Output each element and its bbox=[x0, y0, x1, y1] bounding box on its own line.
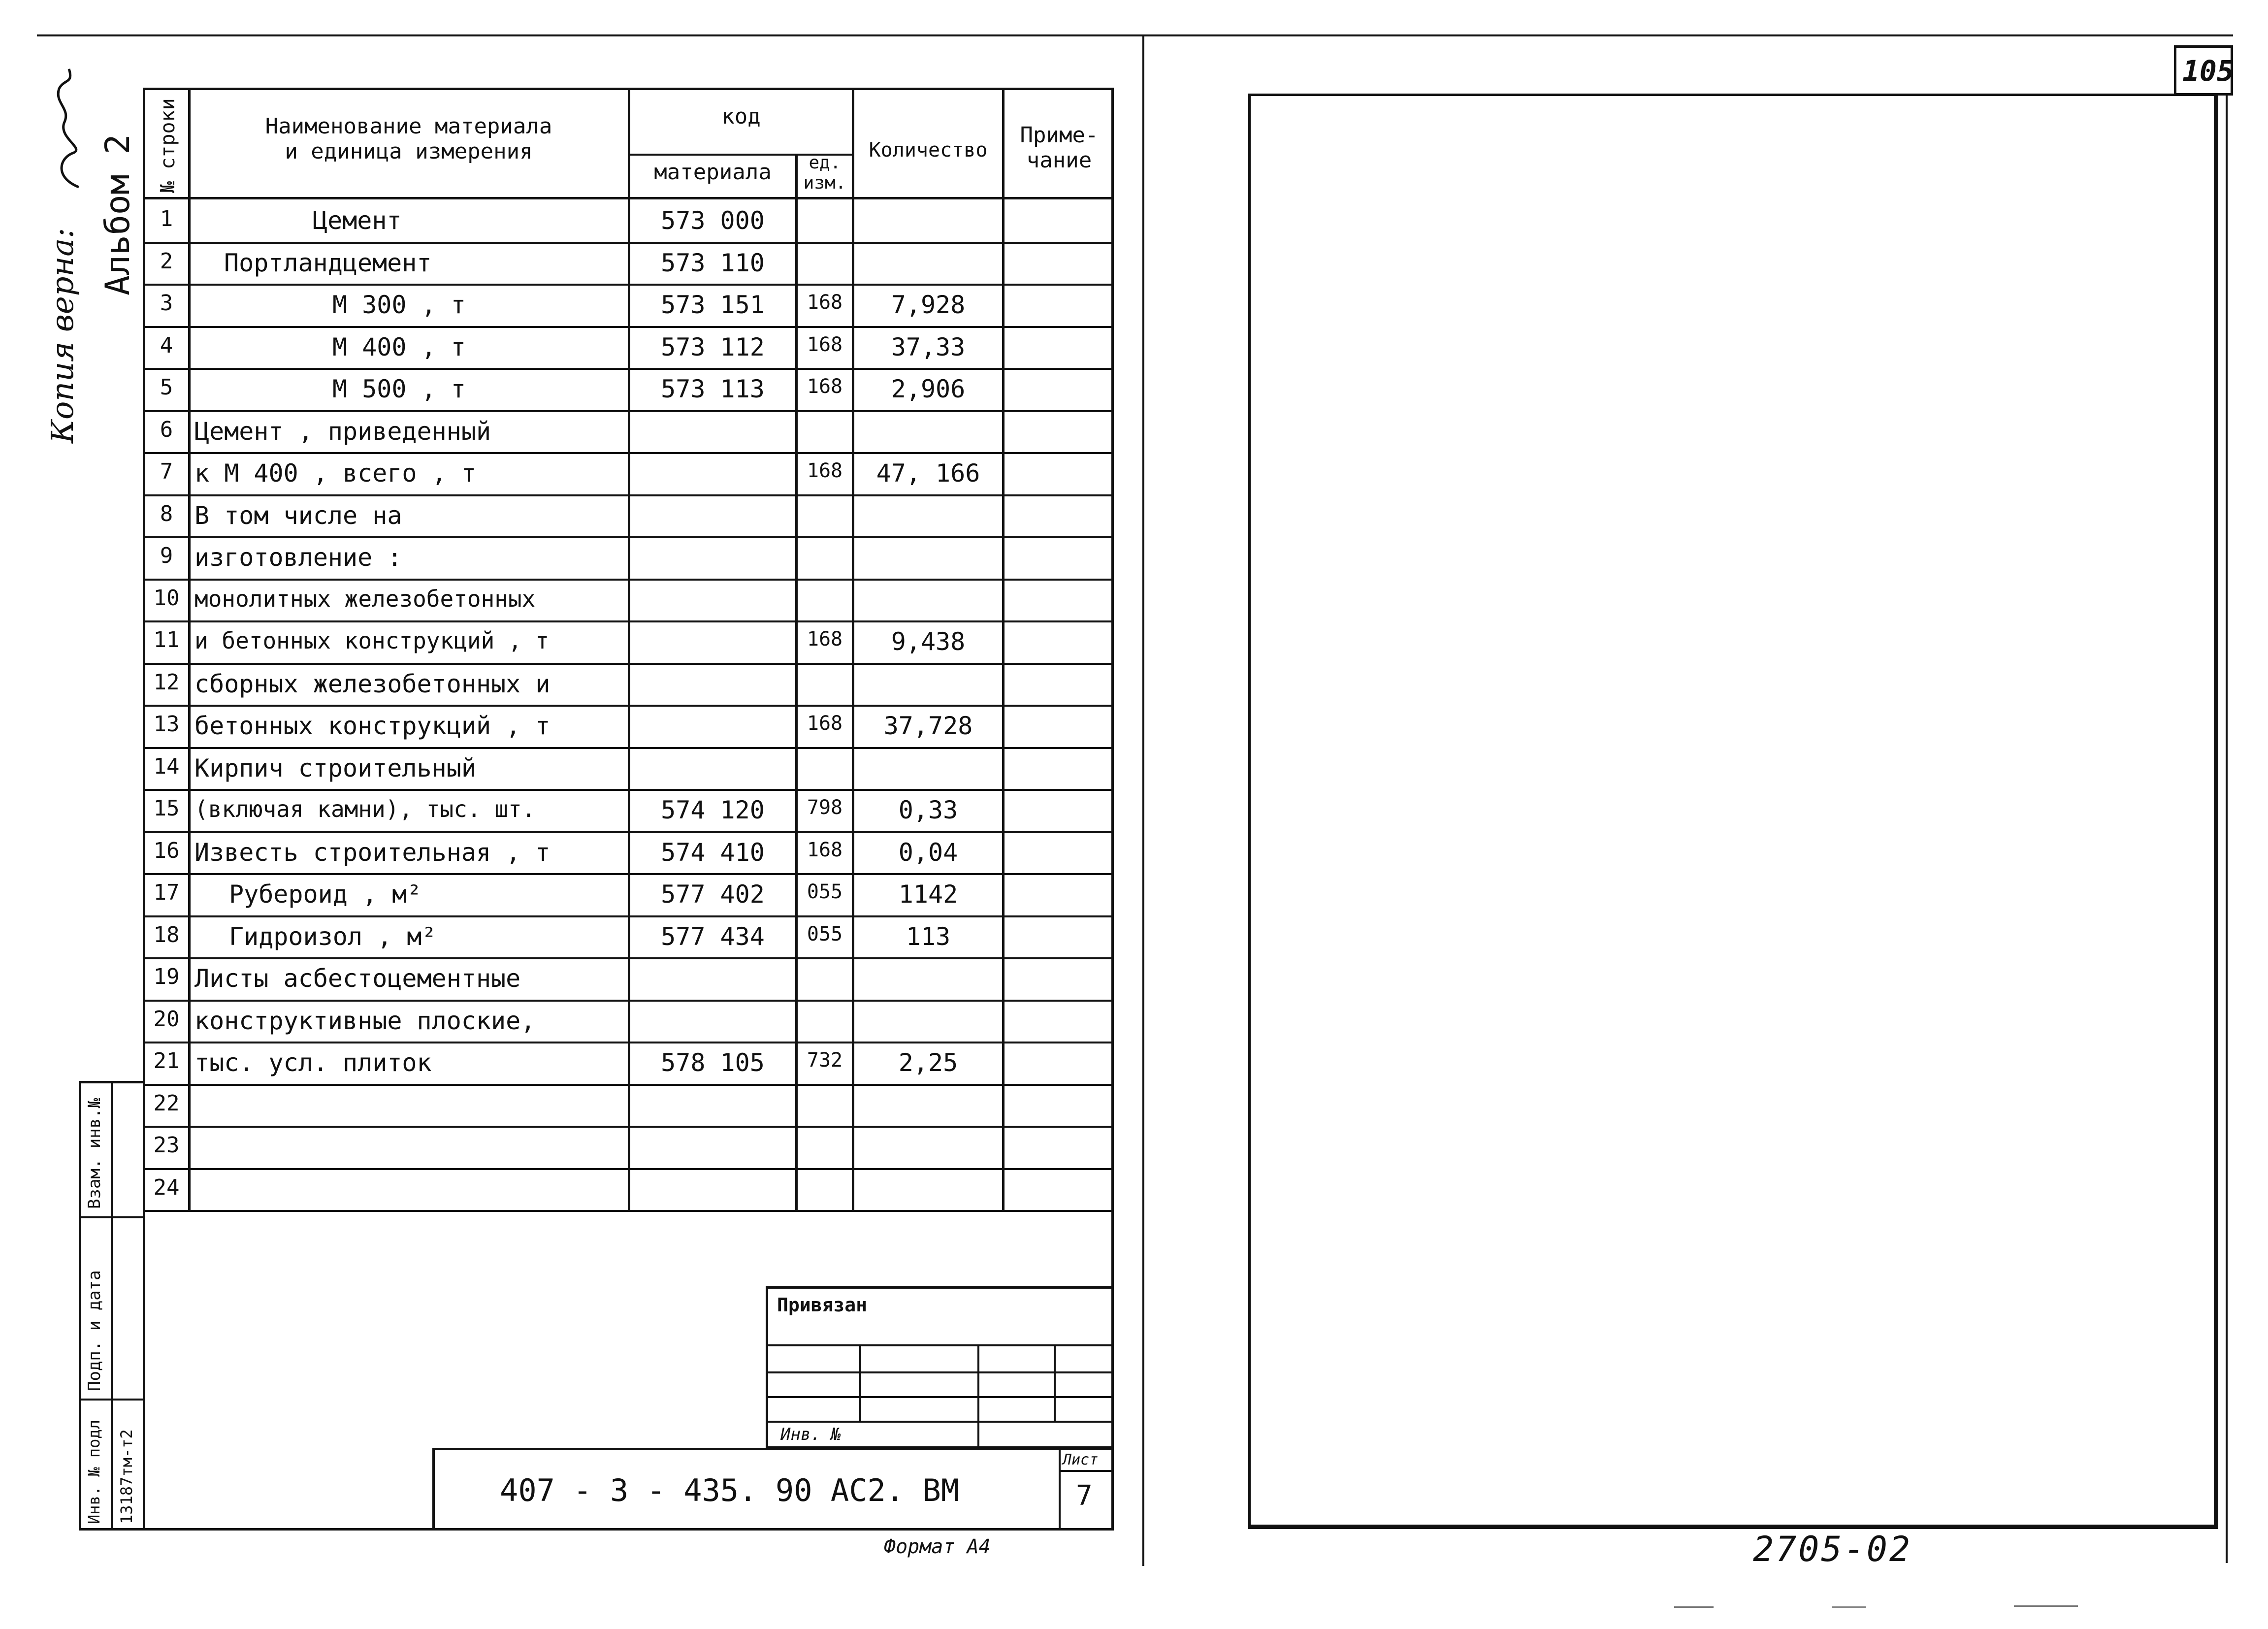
row-line bbox=[143, 831, 1114, 833]
row-line bbox=[143, 747, 1114, 749]
row-line bbox=[143, 915, 1114, 917]
side-inv-orig: Инв. № подл bbox=[85, 1420, 103, 1524]
row-quantity: 7,928 bbox=[891, 291, 966, 319]
row-number: 15 bbox=[153, 796, 180, 821]
row-line bbox=[143, 452, 1114, 454]
side-stamp-line-2 bbox=[79, 1399, 145, 1401]
bound-line-1 bbox=[766, 1344, 1114, 1346]
page-divider bbox=[1142, 34, 1144, 1566]
row-name: М 500 , т bbox=[332, 375, 466, 403]
row-unit: 798 bbox=[807, 796, 843, 819]
row-line bbox=[143, 284, 1114, 286]
row-code: 577 434 bbox=[661, 922, 765, 951]
format-label: Формат А4 bbox=[884, 1535, 991, 1558]
row-code: 573 151 bbox=[661, 291, 765, 319]
bound-label: Привязан bbox=[777, 1294, 868, 1316]
row-line bbox=[143, 368, 1114, 370]
bound-vline-3 bbox=[1054, 1344, 1056, 1421]
row-code: 573 110 bbox=[661, 249, 765, 277]
row-name: Цемент , приведенный bbox=[194, 417, 491, 446]
row-line bbox=[143, 410, 1114, 412]
designation: 407 - 3 - 435. 90 АС2. ВМ bbox=[500, 1472, 960, 1508]
row-line bbox=[143, 1084, 1114, 1086]
row-name: В том числе на bbox=[194, 501, 402, 530]
row-name: Листы асбестоцементные bbox=[194, 964, 521, 993]
row-unit: 168 bbox=[807, 375, 843, 398]
row-unit: 055 bbox=[807, 880, 843, 903]
row-number: 16 bbox=[153, 838, 180, 863]
row-number: 17 bbox=[153, 880, 180, 905]
signature-mark bbox=[44, 64, 89, 192]
row-number: 18 bbox=[153, 922, 180, 947]
header-note: Приме- чание bbox=[1020, 123, 1099, 173]
row-unit: 168 bbox=[807, 333, 843, 356]
row-name: монолитных железобетонных bbox=[194, 586, 536, 612]
row-quantity: 2,25 bbox=[898, 1048, 958, 1077]
row-code: 577 402 bbox=[661, 880, 765, 909]
side-inv-replace: Взам. инв.№ bbox=[85, 1098, 104, 1209]
row-name: Гидроизол , м² bbox=[229, 922, 437, 951]
right-sheet-frame bbox=[1248, 94, 2218, 1529]
row-number: 21 bbox=[153, 1048, 180, 1074]
row-quantity: 0,04 bbox=[898, 838, 958, 867]
row-number: 19 bbox=[153, 964, 180, 989]
row-line bbox=[143, 579, 1114, 581]
bound-vline-2 bbox=[977, 1344, 979, 1448]
row-unit: 168 bbox=[807, 712, 843, 735]
row-line bbox=[143, 1126, 1114, 1128]
header-row-no: № строки bbox=[157, 98, 179, 193]
row-number: 7 bbox=[160, 459, 173, 484]
row-quantity: 0,33 bbox=[898, 796, 958, 824]
row-number: 14 bbox=[153, 754, 180, 779]
bound-line-2 bbox=[766, 1371, 1114, 1373]
row-line bbox=[143, 1000, 1114, 1002]
row-number: 1 bbox=[160, 206, 173, 231]
row-number: 9 bbox=[160, 543, 173, 568]
side-stamp-line-1 bbox=[79, 1216, 145, 1218]
page-number: 105 bbox=[2182, 54, 2234, 88]
row-name: тыс. усл. плиток bbox=[194, 1048, 432, 1077]
row-quantity: 37,728 bbox=[883, 712, 973, 740]
row-name: Цемент bbox=[313, 206, 402, 235]
sheet-label: Лист bbox=[1063, 1451, 1099, 1468]
album-label: Альбом 2 bbox=[98, 134, 137, 295]
row-line bbox=[143, 663, 1114, 665]
header-code-unit: ед. изм. bbox=[803, 153, 846, 194]
row-line bbox=[143, 789, 1114, 791]
row-name: конструктивные плоские, bbox=[194, 1007, 536, 1035]
row-number: 12 bbox=[153, 670, 180, 695]
right-sheet-number: 2705-02 bbox=[1753, 1529, 1912, 1569]
row-unit: 732 bbox=[807, 1049, 843, 1072]
header-code: код bbox=[721, 104, 761, 129]
row-code: 574 120 bbox=[661, 796, 765, 824]
row-unit: 168 bbox=[807, 459, 843, 482]
row-number: 23 bbox=[153, 1133, 180, 1158]
row-number: 11 bbox=[153, 627, 180, 652]
row-code: 573 113 bbox=[661, 375, 765, 403]
scan-mark-2 bbox=[1832, 1606, 1866, 1608]
row-quantity: 1142 bbox=[898, 880, 958, 909]
inv-label: Инв. № bbox=[780, 1425, 841, 1444]
row-code: 573 112 bbox=[661, 333, 765, 361]
side-sign-date: Подп. и дата bbox=[85, 1270, 104, 1391]
row-quantity: 9,438 bbox=[891, 627, 966, 656]
row-number: 24 bbox=[153, 1175, 180, 1200]
row-name: М 400 , т bbox=[332, 333, 466, 361]
row-number: 20 bbox=[153, 1007, 180, 1032]
row-number: 22 bbox=[153, 1091, 180, 1116]
row-quantity: 113 bbox=[906, 922, 951, 951]
row-number: 10 bbox=[153, 586, 180, 611]
row-line bbox=[143, 494, 1114, 496]
copy-note: Копия верна: bbox=[44, 228, 80, 443]
row-line bbox=[143, 620, 1114, 622]
row-line bbox=[143, 1168, 1114, 1170]
row-unit: 055 bbox=[807, 923, 843, 945]
row-name: Известь строительная , т bbox=[194, 838, 551, 867]
row-name: сборных железобетонных и bbox=[194, 670, 551, 698]
row-code: 573 000 bbox=[661, 206, 765, 235]
row-quantity: 37,33 bbox=[891, 333, 966, 361]
row-line bbox=[143, 957, 1114, 959]
row-line bbox=[143, 873, 1114, 875]
right-edge-line bbox=[2226, 96, 2228, 1563]
row-number: 3 bbox=[160, 291, 173, 316]
header-bottom bbox=[143, 197, 1114, 199]
header-name: Наименование материала и единица измерения bbox=[265, 114, 552, 164]
row-quantity: 2,906 bbox=[891, 375, 966, 403]
row-name: бетонных конструкций , т bbox=[194, 712, 551, 740]
bound-line-4 bbox=[766, 1421, 1114, 1423]
row-code: 578 105 bbox=[661, 1048, 765, 1077]
row-name: и бетонных конструкций , т bbox=[194, 627, 550, 654]
row-name: к М 400 , всего , т bbox=[194, 459, 476, 488]
row-quantity: 47, 166 bbox=[876, 459, 980, 488]
side-inv-orig-value: 13187тм-т2 bbox=[117, 1429, 136, 1524]
row-unit: 168 bbox=[807, 628, 843, 651]
row-name: Портландцемент bbox=[224, 249, 432, 277]
header-code-material: материала bbox=[654, 160, 772, 185]
row-code: 574 410 bbox=[661, 838, 765, 867]
sheet-number: 7 bbox=[1076, 1480, 1093, 1512]
sheet-label-line bbox=[1059, 1470, 1114, 1472]
row-line bbox=[143, 1210, 1114, 1212]
scan-mark-3 bbox=[2014, 1605, 2078, 1607]
row-number: 2 bbox=[160, 249, 173, 274]
row-name: Рубероид , м² bbox=[229, 880, 422, 909]
row-number: 6 bbox=[160, 417, 173, 442]
header-quantity: Количество bbox=[869, 139, 988, 162]
row-line bbox=[143, 1042, 1114, 1043]
row-line bbox=[143, 536, 1114, 538]
bound-vline-1 bbox=[859, 1344, 861, 1421]
row-unit: 168 bbox=[807, 291, 843, 314]
row-name: М 300 , т bbox=[332, 291, 466, 319]
row-number: 5 bbox=[160, 375, 173, 400]
row-unit: 168 bbox=[807, 839, 843, 861]
row-line bbox=[143, 705, 1114, 707]
bound-line-3 bbox=[766, 1396, 1114, 1398]
row-number: 8 bbox=[160, 501, 173, 526]
top-edge-line bbox=[37, 34, 2233, 36]
row-number: 13 bbox=[153, 712, 180, 737]
side-stamp-divider bbox=[111, 1081, 113, 1531]
scan-mark-1 bbox=[1674, 1606, 1714, 1608]
row-line bbox=[143, 326, 1114, 328]
row-line bbox=[143, 242, 1114, 244]
title-block-divider bbox=[1059, 1448, 1061, 1531]
row-number: 4 bbox=[160, 333, 173, 358]
row-name: изготовление : bbox=[194, 543, 402, 572]
row-name: Кирпич строительный bbox=[194, 754, 476, 782]
row-name: (включая камни), тыс. шт. bbox=[194, 796, 536, 822]
